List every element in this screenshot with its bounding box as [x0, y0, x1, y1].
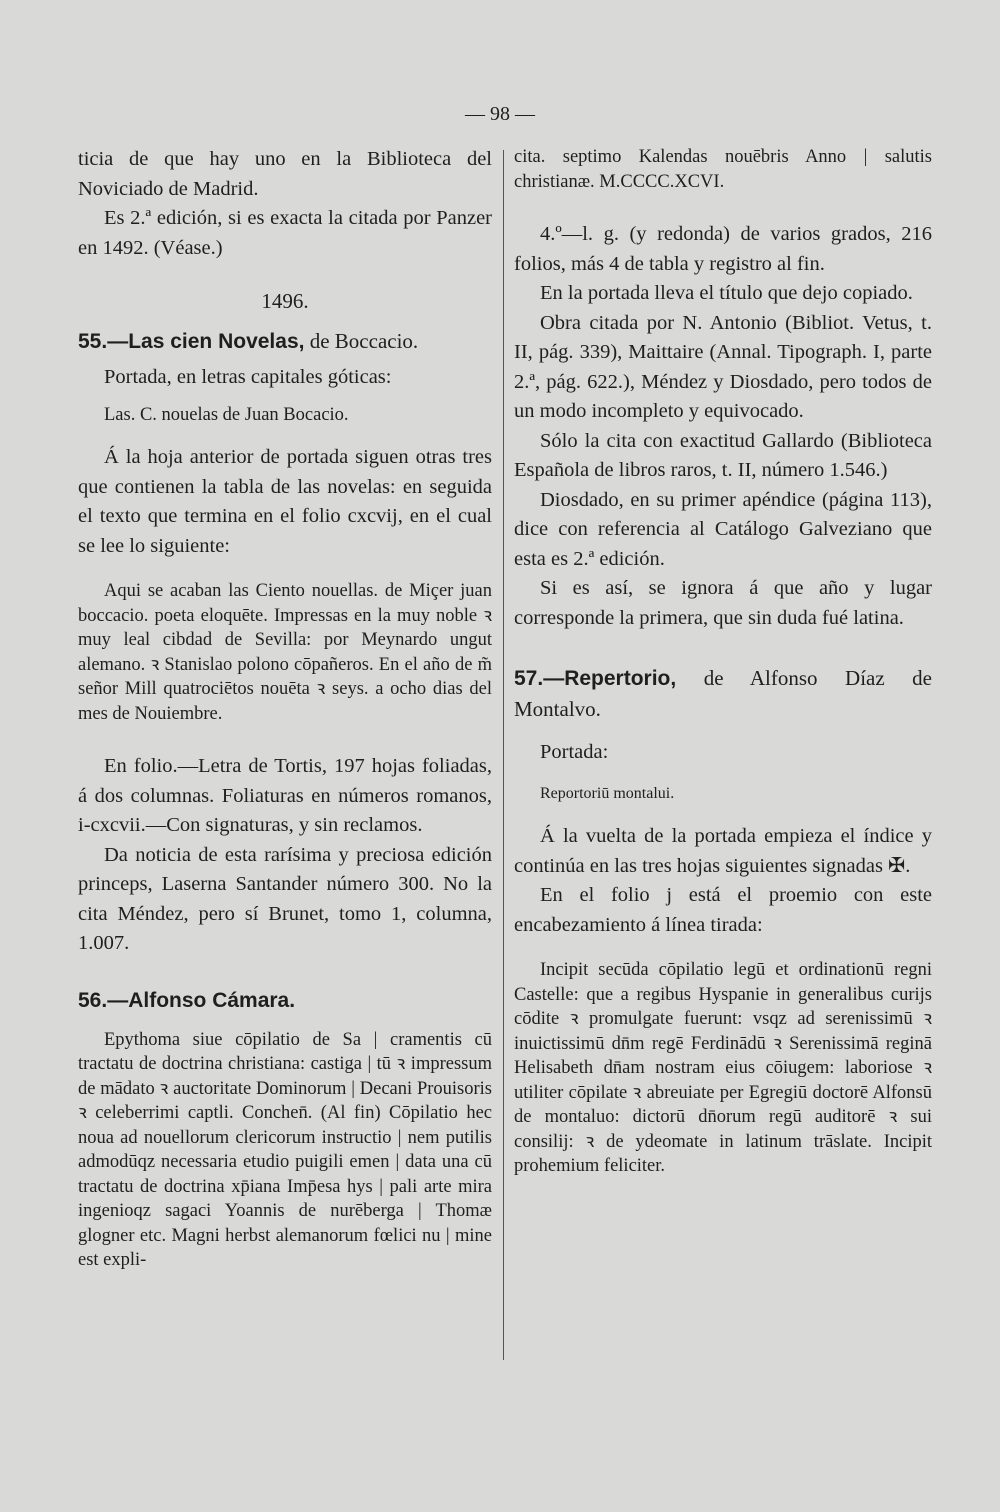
entry-56-heading	[78, 985, 492, 1016]
entry-57-heading	[514, 663, 932, 724]
entry-55-heading	[78, 326, 492, 357]
column-divider	[503, 150, 504, 1360]
left-quote-1: Las. C. nouelas de Juan Bocacio.	[104, 404, 349, 425]
left-paragraph-1: ticia de que hay uno en la Biblioteca del Noviciado de Madrid.	[78, 148, 492, 200]
entry-56-number: 56.—	[78, 988, 129, 1012]
left-column	[78, 145, 492, 1273]
right-paragraph-7: Portada:	[540, 741, 609, 763]
right-paragraph-4: Sólo la cita con exactitud Gallardo (Biblioteca Española de libros raros, t. II, número 1.546.)	[514, 429, 932, 481]
right-column	[514, 145, 932, 1179]
entry-57-number: 57.—	[514, 667, 565, 690]
right-paragraph-8: Á la vuelta de la portada empieza el índice y continúa en las tres hojas siguientes signadas ✠.	[514, 825, 932, 877]
right-paragraph-3: Obra citada por N. Antonio (Bibliot. Vetus, t. II, pág. 339), Maittaire (Annal. Tipograph. I, parte 2.ª, pág. 622.), Méndez y Diosdado, pero todos de un modo incompleto y equivocado.	[514, 311, 932, 422]
page-number: — 98 —	[465, 103, 535, 125]
right-paragraph-1: 4.º—l. g. (y redonda) de varios grados, 216 folios, más 4 de tabla y registro al fin.	[514, 223, 932, 275]
left-paragraph-6: Da noticia de esta rarísima y preciosa edición princeps, Laserna Santander número 300. No la cita Méndez, pero sí Brunet, tomo 1, columna, 1.007.	[78, 843, 492, 954]
entry-55-number: 55.—	[78, 330, 129, 353]
right-quote-1: cita. septimo Kalendas nouēbris Anno | salutis christianæ. M.CCCC.XCVI.	[514, 147, 932, 192]
left-paragraph-4: Á la hoja anterior de portada siguen otras tres que contienen la tabla de las novelas: en seguida el texto que termina en el folio cxcvij, en el cual se lee lo siguiente:	[78, 446, 492, 557]
left-paragraph-2: Es 2.ª edición, si es exacta la citada por Panzer en 1492. (Véase.)	[78, 207, 492, 259]
right-quote-3: Incipit secūda cōpilatio legū et ordinationū regni Castelle: que a regibus Hyspanie in generalibus curijs cōdite ꝛ promulgate fuerunt: vsqz ad serenissimū ꝛ inuictissimū dn̄m regē Ferdinādū ꝛ Serenissimā reginā Helisabeth dn̄am nostram eius cōiugem: laboriose ꝛ utiliter cōpilate ꝛ abreuiate per Egregiū doctorē Alfonsū de montaluo: dictorū dn̄orum regū auditorē ꝛ sui consilij: ꝛ de ydeomate in latinum trāslate. Incipit prohemium feliciter.	[514, 960, 932, 1176]
left-paragraph-5: En folio.—Letra de Tortis, 197 hojas foliadas, á dos columnas. Foliaturas en números romanos, i-cxcvii.—Con signaturas, y sin reclamos.	[78, 755, 492, 836]
entry-57-author: de Alfonso Díaz de Montalvo.	[514, 666, 932, 721]
entry-57-title: Repertorio,	[564, 667, 677, 690]
right-paragraph-5: Diosdado, en su primer apéndice (página 113), dice con referencia al Catálogo Galveziano que esta es 2.ª edición.	[514, 488, 932, 570]
right-paragraph-9: En el folio j está el proemio con este encabezamiento á línea tirada:	[514, 884, 932, 936]
right-paragraph-2: En la portada lleva el título que dejo copiado.	[540, 282, 913, 304]
entry-55-author: de Boccacio.	[304, 329, 419, 353]
year-heading: 1496.	[261, 289, 309, 313]
entry-56-title: Alfonso Cámara.	[128, 988, 296, 1012]
left-quote-3: Epythoma siue cōpilatio de Sa | cramentis cū tractatu de doctrina christiana: castiga | tū ꝛ impressum de mādato ꝛ auctoritate Dominorum | Decani Prouisoris ꝛ celeberrimi captli. Conchen̄. (Al fin) Cōpilatio hec noua ad nouellorum clericorum instructio | nem putilis admodūqz necessaria etudio puigili emen | data una cū tractatu de doctrina xp̄iana Imp̄esa hys | pali arte mira ingenioqz sagaci Yoannis de nurēberga | Thomæ glogner etc. Magni herbst alemanorum fœlici nu | mine est expli-	[78, 1029, 492, 1270]
right-quote-2: Reportoriū montalui.	[540, 784, 675, 802]
left-quote-2: Aqui se acaban las Ciento nouellas. de Miçer juan boccacio. poeta eloquēte. Impressas en la muy noble ꝛ muy leal cibdad de Sevilla: por Meynardo ungut alemano. ꝛ Stanislao polono cōpañeros. En el año de m̃ señor Mill quatrociētos nouēta ꝛ seys. a ocho dias del mes de Nouiembre.	[78, 581, 492, 724]
entry-55-title: Las cien Novelas,	[128, 330, 305, 353]
left-paragraph-3: Portada, en letras capitales góticas:	[104, 366, 392, 388]
right-paragraph-6: Si es así, se ignora á que año y lugar corresponde la primera, que sin duda fué latina.	[514, 577, 932, 629]
